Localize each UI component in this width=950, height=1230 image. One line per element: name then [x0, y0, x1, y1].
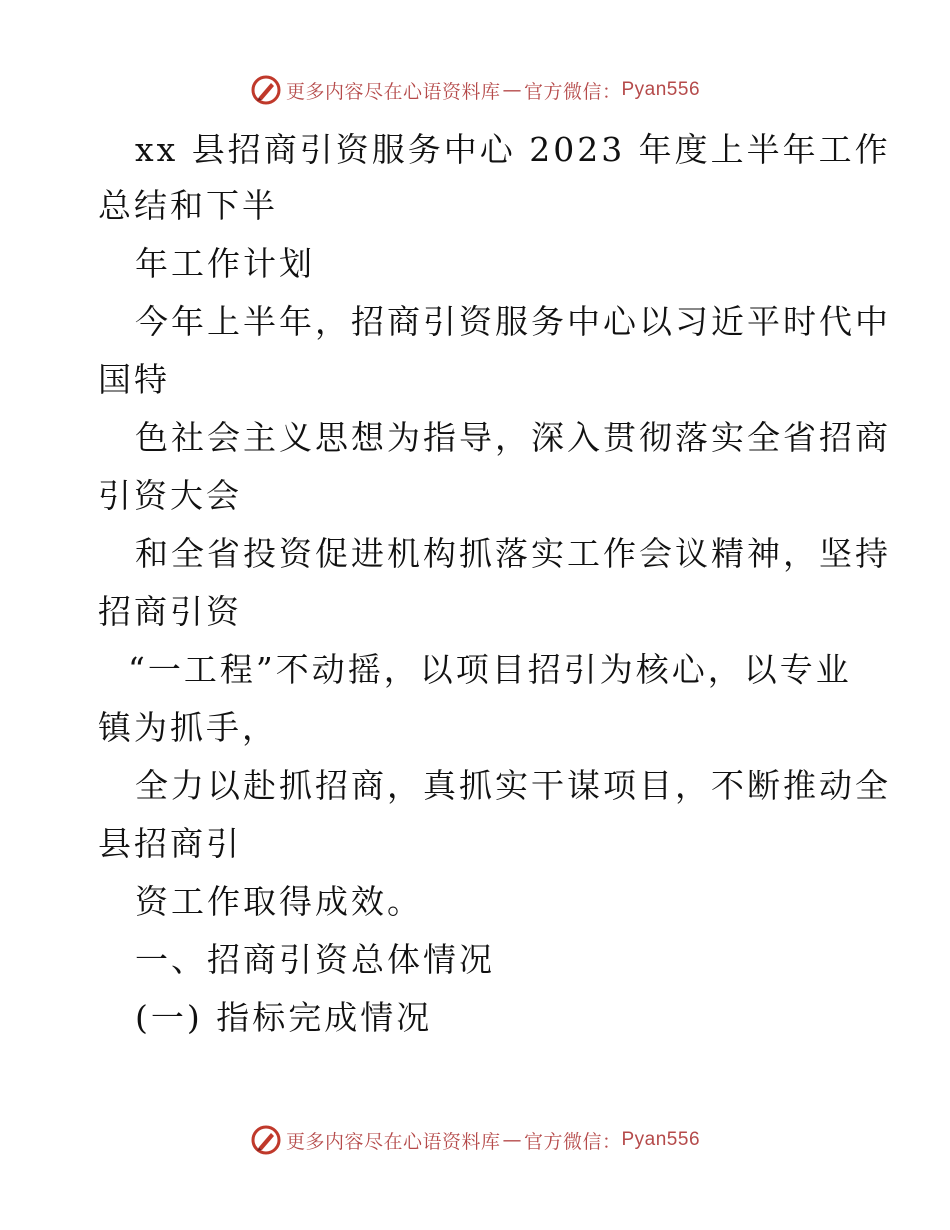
doc-title-line-3: 年工作计划	[135, 244, 315, 283]
paragraph-line: 色社会主义思想为指导，深入贯彻落实全省招商	[135, 418, 891, 457]
watermark-suffix: 官方微信：	[523, 80, 622, 103]
subsection-heading: (一) 指标完成情况	[135, 998, 433, 1037]
paragraph-line: 县招商引	[98, 824, 242, 863]
watermark-text: 更多内容尽在心语资料库	[285, 80, 501, 103]
paragraph-line: 镇为抓手，	[98, 708, 278, 747]
paragraph-line: 国特	[98, 360, 170, 399]
watermark-account: Pyan556	[621, 79, 701, 100]
watermark-dash: —	[502, 79, 522, 101]
pen-logo-icon	[250, 74, 282, 106]
paragraph-line: 今年上半年，招商引资服务中心以习近平时代中	[135, 302, 891, 341]
paragraph-line: 引资大会	[98, 476, 242, 515]
section-heading: 一、招商引资总体情况	[135, 940, 495, 979]
watermark-suffix: 官方微信：	[523, 1130, 622, 1153]
paragraph-line: 资工作取得成效。	[135, 882, 423, 921]
watermark-account: Pyan556	[621, 1129, 701, 1150]
watermark-footer	[0, 1120, 950, 1160]
paragraph-line: 全力以赴抓招商，真抓实干谋项目，不断推动全	[135, 766, 891, 805]
watermark-text: 更多内容尽在心语资料库	[285, 1130, 501, 1153]
pen-logo-icon	[250, 1124, 282, 1156]
doc-title-line-2: 总结和下半	[98, 186, 278, 225]
doc-title-line-1: xx 县招商引资服务中心 2023 年度上半年工作	[135, 130, 891, 169]
watermark-dash: —	[502, 1129, 522, 1151]
paragraph-line: “一工程”不动摇，以项目招引为核心，以专业	[128, 650, 852, 689]
watermark-header	[0, 70, 950, 110]
paragraph-line: 招商引资	[98, 592, 242, 631]
paragraph-line: 和全省投资促进机构抓落实工作会议精神，坚持	[135, 534, 891, 573]
